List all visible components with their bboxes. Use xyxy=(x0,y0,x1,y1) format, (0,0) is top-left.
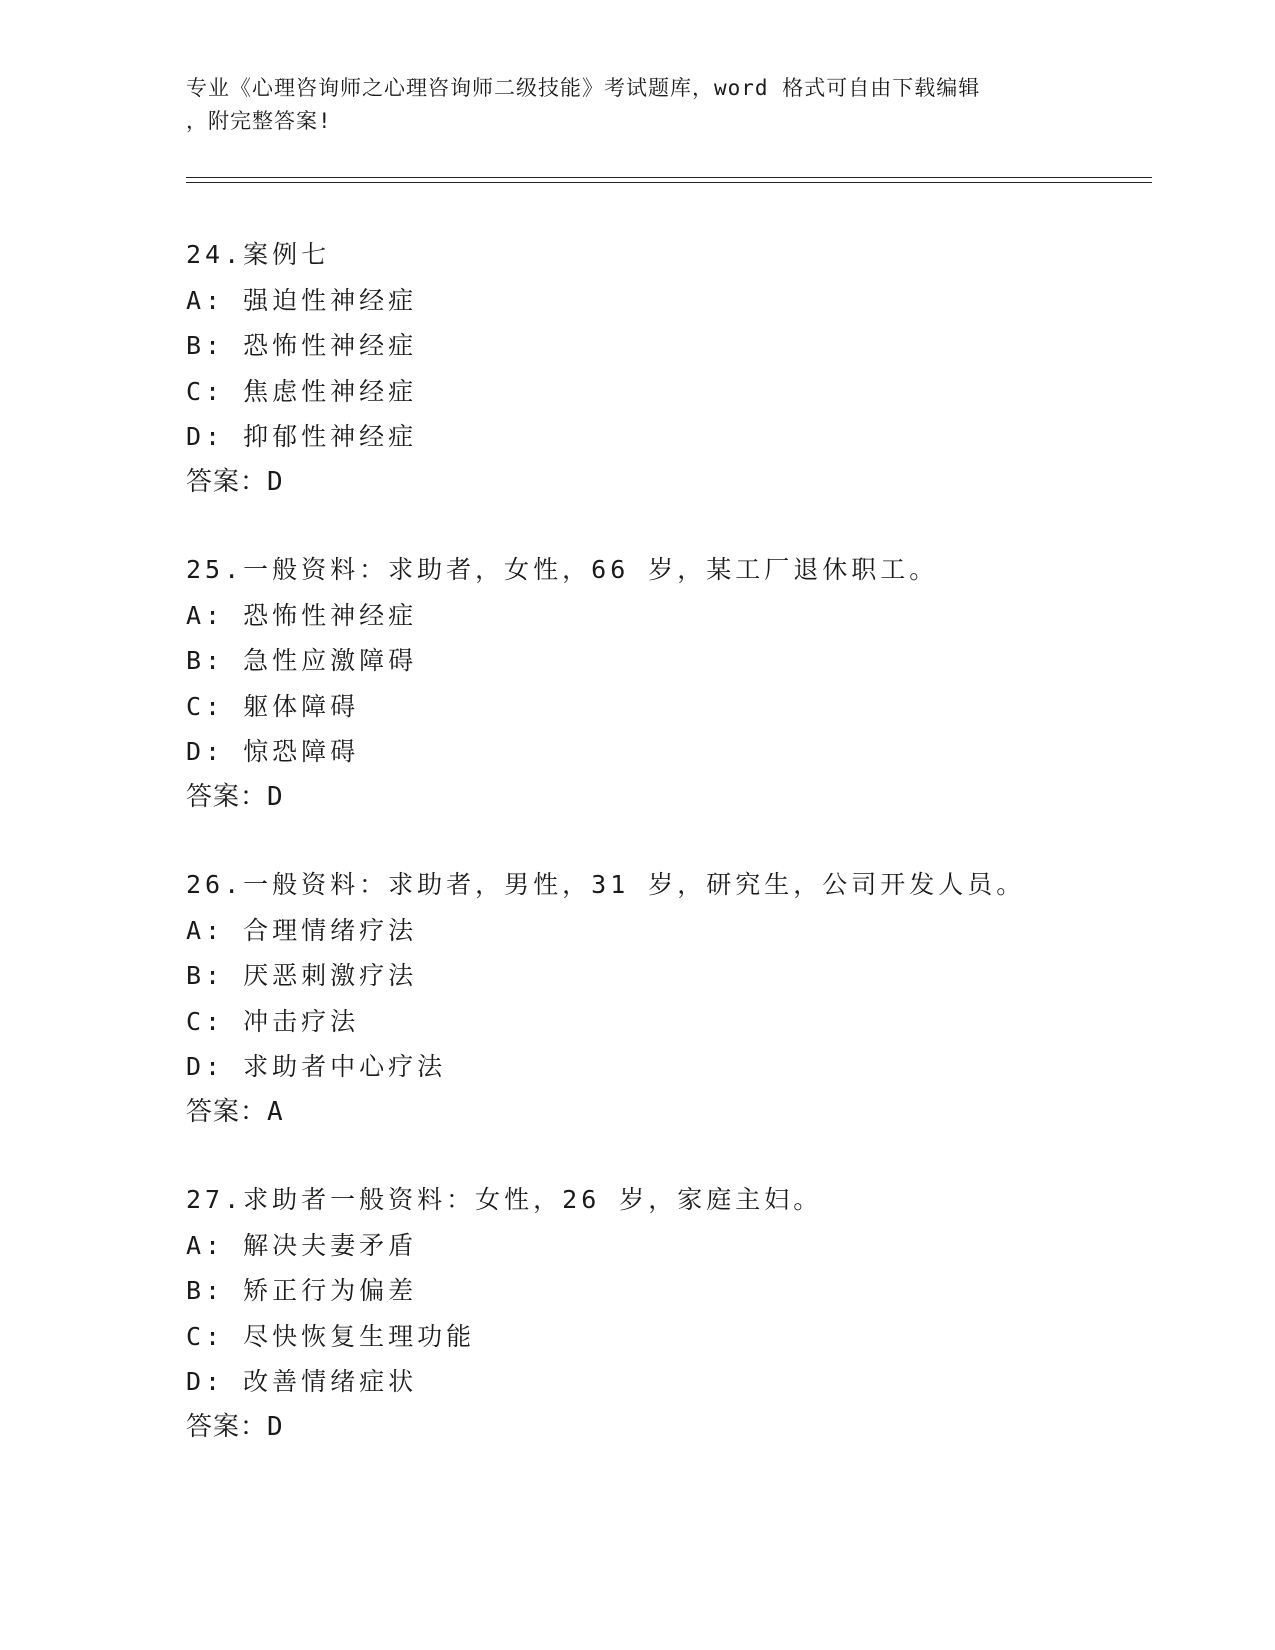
option-b: B: 恐怖性神经症 xyxy=(186,331,418,360)
answer-line: 答案：D xyxy=(186,466,284,497)
question-stem: 26.一般资料：求助者，男性，31 岁，研究生，公司开发人员。 xyxy=(186,870,1026,899)
option-a: A: 合理情绪疗法 xyxy=(186,915,418,945)
option-d: D: 改善情绪症状 xyxy=(186,1367,418,1396)
question-list xyxy=(186,232,1146,1492)
question-25 xyxy=(186,547,1146,820)
question-stem: 27.求助者一般资料：女性，26 岁，家庭主妇。 xyxy=(186,1185,823,1214)
question-24 xyxy=(186,232,1146,505)
option-a: A: 恐怖性神经症 xyxy=(186,600,418,630)
option-d: D: 求助者中心疗法 xyxy=(186,1052,447,1081)
option-b: B: 矫正行为偏差 xyxy=(186,1276,418,1305)
option-c: C: 躯体障碍 xyxy=(186,691,360,721)
header-line-2: ，附完整答案! xyxy=(186,109,332,133)
option-b: B: 急性应激障碍 xyxy=(186,646,418,675)
header-line-1: 专业《心理咨询师之心理咨询师二级技能》考试题库，word 格式可自由下载编辑 xyxy=(186,76,981,100)
option-a: A: 强迫性神经症 xyxy=(186,285,418,315)
header-divider xyxy=(186,177,1152,183)
question-27 xyxy=(186,1177,1146,1450)
option-c: C: 尽快恢复生理功能 xyxy=(186,1321,476,1351)
option-b: B: 厌恶刺激疗法 xyxy=(186,961,418,990)
document-header xyxy=(186,72,1086,138)
answer-line: 答案：D xyxy=(186,781,284,812)
option-a: A: 解决夫妻矛盾 xyxy=(186,1230,418,1260)
option-c: C: 焦虑性神经症 xyxy=(186,376,418,406)
answer-line: 答案：A xyxy=(186,1096,284,1127)
question-26 xyxy=(186,862,1146,1135)
question-stem: 25.一般资料：求助者，女性，66 岁，某工厂退休职工。 xyxy=(186,555,939,584)
answer-line: 答案：D xyxy=(186,1411,284,1442)
option-c: C: 冲击疗法 xyxy=(186,1006,360,1036)
option-d: D: 惊恐障碍 xyxy=(186,737,360,766)
question-stem: 24.案例七 xyxy=(186,240,331,269)
option-d: D: 抑郁性神经症 xyxy=(186,422,418,451)
